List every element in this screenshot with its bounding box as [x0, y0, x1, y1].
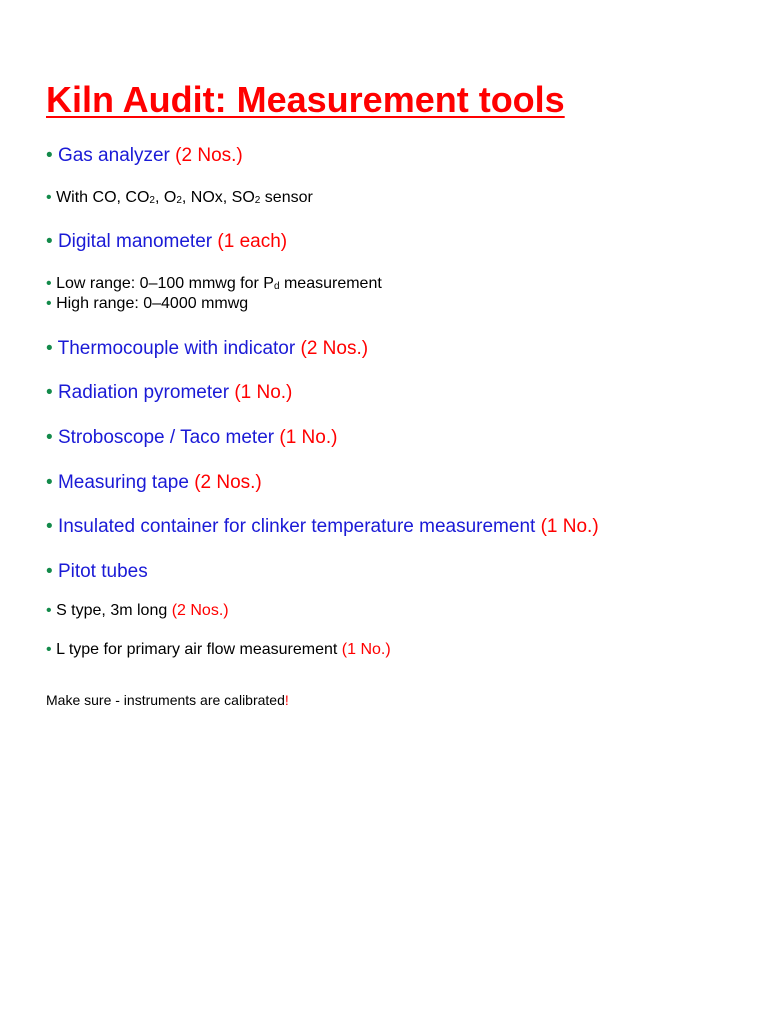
- bullet-icon: •: [46, 561, 53, 582]
- exclamation-mark: !: [284, 692, 289, 708]
- bullet-icon: •: [46, 295, 52, 312]
- sub-item-s-type: [46, 602, 229, 620]
- item-label: Gas analyzer: [57, 145, 170, 166]
- item-quantity: (1 each): [217, 231, 288, 252]
- sensor-text-part: sensor: [260, 189, 313, 206]
- item-quantity: (2 Nos.): [175, 145, 243, 166]
- item-quantity: (1 No.): [279, 427, 338, 448]
- bullet-icon: •: [46, 189, 52, 206]
- list-item-stroboscope: [46, 427, 337, 449]
- bullet-icon: •: [46, 516, 53, 537]
- item-quantity: (2 Nos.): [300, 338, 369, 359]
- sub-item-label: L type for primary air flow measurement: [56, 641, 338, 658]
- sensor-text-part: , O: [154, 189, 177, 206]
- bullet-icon: •: [46, 602, 52, 619]
- item-label: Pitot tubes: [57, 561, 148, 582]
- item-label: Measuring tape: [57, 472, 189, 493]
- item-label: Stroboscope / Taco meter: [57, 427, 275, 448]
- list-item-radiation-pyrometer: [46, 382, 292, 404]
- bullet-icon: •: [46, 641, 52, 658]
- subscript: 2: [149, 195, 155, 206]
- calibration-note: [46, 692, 289, 708]
- sub-item-low-range: [46, 275, 382, 293]
- sub-item-high-range: [46, 295, 248, 313]
- list-item-insulated-container: [46, 516, 599, 538]
- sensor-text-part: , NOx, SO: [181, 189, 255, 206]
- bullet-icon: •: [46, 427, 53, 448]
- list-item-measuring-tape: [46, 472, 262, 494]
- list-item-digital-manometer: [46, 231, 287, 253]
- note-text: Make sure - instruments are calibrated: [46, 692, 285, 708]
- item-quantity: (2 Nos.): [171, 602, 229, 619]
- sub-item-l-type: [46, 641, 391, 659]
- sub-item-label: S type, 3m long: [56, 602, 168, 619]
- item-label: Digital manometer: [57, 231, 213, 252]
- sub-item-gas-sensors: [46, 189, 313, 207]
- list-item-pitot-tubes: [46, 561, 148, 583]
- item-quantity: (2 Nos.): [194, 472, 262, 493]
- subscript: 2: [176, 195, 182, 206]
- low-range-text: Low range: 0–100 mmwg for P: [56, 275, 274, 292]
- sensor-text-part: With CO, CO: [56, 189, 150, 206]
- list-item-gas-analyzer: [46, 145, 243, 167]
- bullet-icon: •: [46, 145, 53, 166]
- bullet-icon: •: [46, 472, 53, 493]
- item-quantity: (1 No.): [234, 382, 293, 403]
- item-label: Radiation pyrometer: [57, 382, 230, 403]
- page-title: Kiln Audit: Measurement tools: [46, 79, 565, 120]
- list-item-thermocouple: [46, 338, 368, 360]
- high-range-text: High range: 0–4000 mmwg: [56, 295, 249, 312]
- bullet-icon: •: [46, 275, 52, 292]
- bullet-icon: •: [46, 338, 53, 359]
- subscript: 2: [254, 195, 261, 206]
- item-label: Thermocouple with indicator: [57, 338, 296, 359]
- bullet-icon: •: [46, 231, 53, 252]
- item-quantity: (1 No.): [341, 641, 391, 658]
- subscript: d: [273, 281, 280, 292]
- item-quantity: (1 No.): [540, 516, 599, 537]
- bullet-icon: •: [46, 382, 53, 403]
- low-range-text-end: measurement: [279, 275, 382, 292]
- item-label: Insulated container for clinker temperature measurement: [57, 516, 536, 537]
